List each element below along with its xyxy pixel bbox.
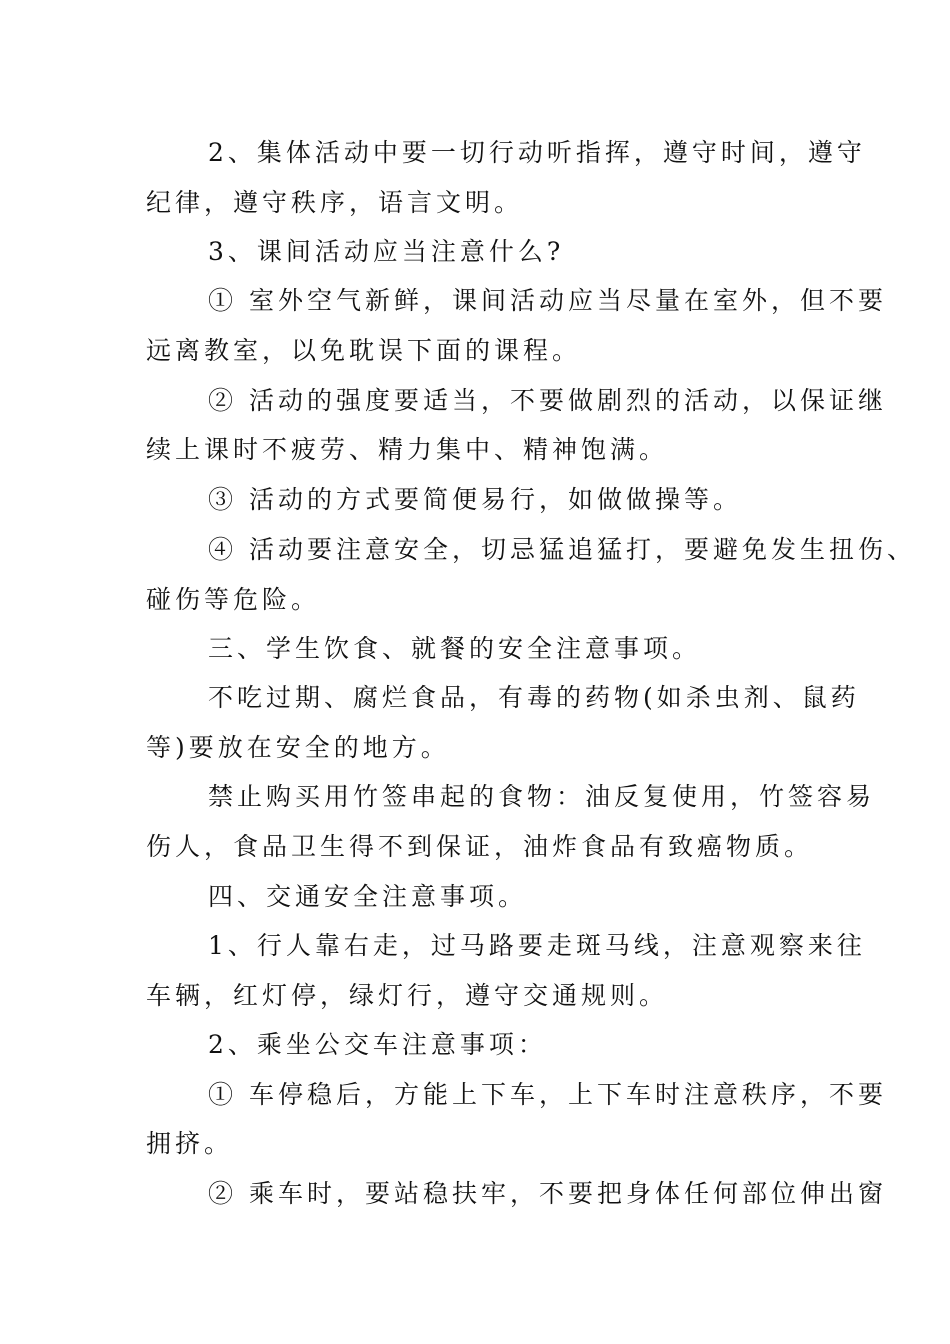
paragraph-line: 拥挤。 (146, 1129, 234, 1158)
paragraph-line: 远离教室，以免耽误下面的课程。 (146, 336, 582, 365)
paragraph-line: ① 车停稳后，方能上下车，上下车时注意秩序，不要 (208, 1080, 887, 1109)
paragraph-line: 2、乘坐公交车注意事项： (208, 1030, 547, 1059)
paragraph-line: ③ 活动的方式要简便易行，如做做操等。 (208, 485, 742, 514)
paragraph-line: 续上课时不疲劳、精力集中、精神饱满。 (146, 435, 669, 464)
paragraph-line: ④ 活动要注意安全，切忌猛追猛打，要避免发生扭伤、 (208, 535, 916, 564)
section-heading: 四、交通安全注意事项。 (208, 882, 528, 911)
paragraph-line: 等)要放在安全的地方。 (146, 733, 450, 762)
paragraph-line: 伤人，食品卫生得不到保证，油炸食品有致癌物质。 (146, 832, 814, 861)
paragraph-line: ② 活动的强度要适当，不要做剧烈的活动，以保证继 (208, 386, 887, 415)
section-heading: 三、学生饮食、就餐的安全注意事项。 (208, 634, 702, 663)
paragraph-line: ① 室外空气新鲜，课间活动应当尽量在室外，但不要 (208, 286, 887, 315)
paragraph-line: 3、课间活动应当注意什么? (208, 237, 565, 266)
paragraph-line: 碰伤等危险。 (146, 585, 321, 614)
paragraph-line: 纪律，遵守秩序，语言文明。 (146, 188, 524, 217)
paragraph-line: 车辆，红灯停，绿灯行，遵守交通规则。 (146, 981, 669, 1010)
paragraph-line: 2、集体活动中要一切行动听指挥，遵守时间，遵守 (208, 138, 866, 167)
paragraph-line: 1、行人靠右走，过马路要走斑马线，注意观察来往 (208, 931, 866, 960)
paragraph-line: ② 乘车时，要站稳扶牢，不要把身体任何部位伸出窗 (208, 1179, 887, 1208)
paragraph-line: 禁止购买用竹签串起的食物：油反复使用，竹签容易 (208, 782, 876, 811)
paragraph-line: 不吃过期、腐烂食品，有毒的药物(如杀虫剂、鼠药 (208, 683, 860, 712)
